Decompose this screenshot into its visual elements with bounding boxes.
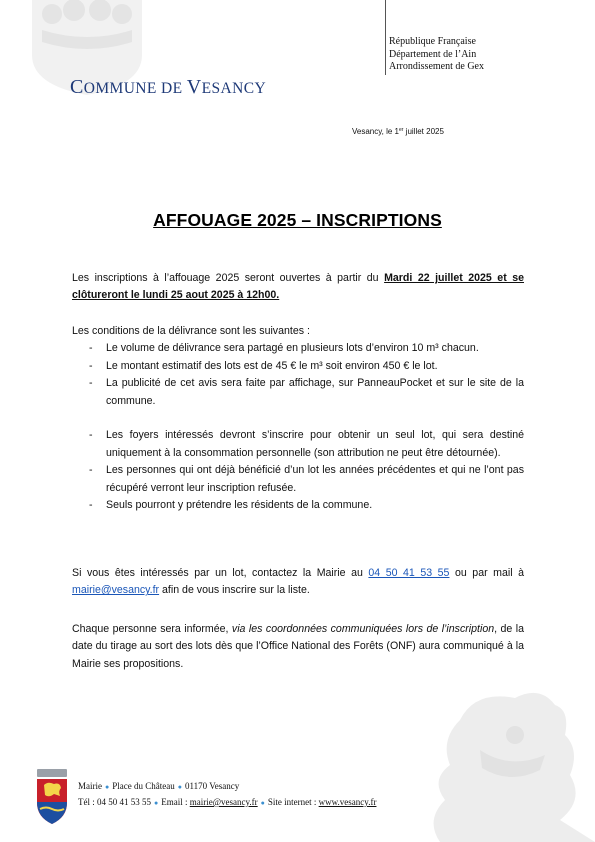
list-item xyxy=(72,375,524,410)
admin-line-arrondissement: Arrondissement de Gex xyxy=(389,61,484,72)
commune-mid: OMMUNE DE xyxy=(83,80,187,97)
registration-dates: Mardi 22 juillet 2025 et se clôtureront le lundi 25 aout 2025 à 12h00. xyxy=(72,272,524,302)
footer-dot: ● xyxy=(260,799,265,807)
footer-line-1 xyxy=(78,779,376,795)
footer-city: 01170 Vesancy xyxy=(184,781,240,791)
list-dash: - xyxy=(89,342,93,355)
footer-email-label: Email : xyxy=(161,797,190,807)
footer-site-label: Site internet : xyxy=(267,797,319,807)
information-paragraph xyxy=(72,621,524,673)
footer-dot: ● xyxy=(105,783,110,791)
list-item xyxy=(72,497,524,514)
conditions-heading: Les conditions de la délivrance sont les suivantes : xyxy=(72,325,310,337)
lion-watermark-icon xyxy=(420,680,595,842)
vesancy-coat-of-arms-icon xyxy=(34,769,70,825)
intro-text: Les inscriptions à l’affouage 2025 seront ouvertes à partir du xyxy=(72,272,385,284)
footer-dot: ● xyxy=(154,799,159,807)
condition-previous: Les personnes qui ont déjà bénéficié d’un lot les années précédentes et qui ne l’ont pas récupéré verront leur inscription refusée. xyxy=(106,464,524,494)
list-item xyxy=(72,340,524,357)
footer-address xyxy=(78,779,376,811)
condition-residents: Seuls pourront y prétendre les résidents de la commune. xyxy=(106,499,373,512)
contact-text-3: afin de vous inscrire sur la liste. xyxy=(159,584,310,597)
footer-street: Place du Château xyxy=(112,781,175,791)
footer-phone: Tél : 04 50 41 53 55 xyxy=(78,797,151,807)
condition-price: Le montant estimatif des lots est de 45 € le m³ soit environ 450 € le lot. xyxy=(106,359,438,372)
info-text-1: Chaque personne sera informée, xyxy=(72,623,232,635)
commune-initial-v: V xyxy=(186,76,202,98)
page-title: AFFOUAGE 2025 – INSCRIPTIONS xyxy=(153,210,442,230)
list-dash: - xyxy=(89,429,93,442)
email-link[interactable]: mairie@vesancy.fr xyxy=(72,584,160,597)
conditions-section xyxy=(72,323,524,514)
commune-initial-c: C xyxy=(70,76,84,98)
phone-link[interactable]: 04 50 41 53 55 xyxy=(368,567,450,579)
intro-paragraph xyxy=(72,270,524,305)
conditions-list-b xyxy=(72,427,524,514)
list-item xyxy=(72,358,524,375)
condition-publicity: La publicité de cet avis sera faite par affichage, sur PanneauPocket et sur le site de la commune. xyxy=(106,377,524,407)
conditions-list-a xyxy=(72,340,524,410)
contact-text-2: ou par mail à xyxy=(449,567,524,579)
list-dash: - xyxy=(89,377,93,390)
list-item xyxy=(72,427,524,462)
list-item xyxy=(72,462,524,497)
admin-line-departement: Département de l’Ain xyxy=(389,48,477,60)
administrative-header xyxy=(389,36,484,74)
footer-site-link[interactable]: www.vesancy.fr xyxy=(318,797,377,807)
list-dash: - xyxy=(89,464,93,477)
footer-dot: ● xyxy=(177,783,182,791)
list-dash: - xyxy=(89,499,93,512)
commune-heading xyxy=(70,76,266,99)
condition-households: Les foyers intéressés devront s’inscrire pour obtenir un seul lot, qui sera destiné uniquement à la consommation personnelle (son attribution ne peut être détournée). xyxy=(106,429,524,459)
info-italic: via les coordonnées communiquées lors de l’inscription xyxy=(231,623,495,635)
date-prefix: Vesancy, le 1 xyxy=(352,127,399,136)
date-suffix: juillet 2025 xyxy=(403,127,444,136)
commune-end: ESANCY xyxy=(201,80,267,97)
date-superscript: er xyxy=(399,127,404,133)
contact-text-1: Si vous êtes intéressés par un lot, contactez la Mairie au xyxy=(72,567,369,579)
list-dash: - xyxy=(89,359,93,372)
footer-line-2 xyxy=(78,795,376,811)
info-text-2: , de la date du tirage au sort des lots dès que l’Office National des Forêts (ONF) aura communiqué à la Mairie ses propositions. xyxy=(72,623,525,670)
header-divider xyxy=(385,0,386,75)
contact-paragraph xyxy=(72,565,524,600)
condition-volume: Le volume de délivrance sera partagé en plusieurs lots d’environ 10 m³ chacun. xyxy=(106,342,479,355)
date-line xyxy=(352,127,444,136)
footer-email-link[interactable]: mairie@vesancy.fr xyxy=(189,797,258,807)
footer-mairie: Mairie xyxy=(78,781,102,791)
admin-line-republique: République Française xyxy=(389,36,476,47)
